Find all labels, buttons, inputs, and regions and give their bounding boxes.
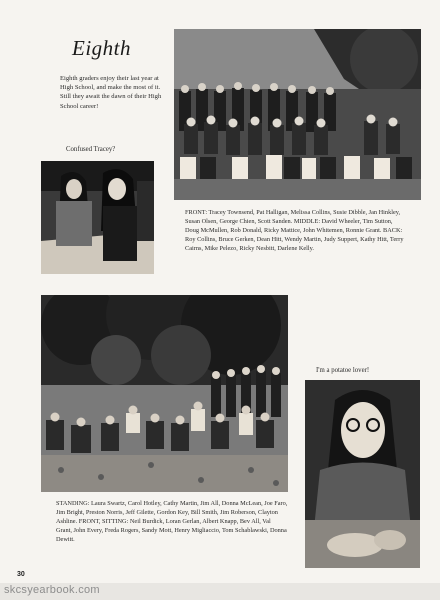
names-top-photo: FRONT: Tracey Townsend, Pat Halligan, Melissa Collins, Susie Dibble, Jan Hinkley, Susan Olsen, George Chien, Scott Sanden. MIDDLE: David Wheeler, Tim Sutton, Doug McMullen, Rob Donald, Ricky Mattice, John Whitemen, Ronnie Grant. BACK: Roy Collins, Bruce Gerken, Dean Hitt, Wendy Martin, Judy Suppert, Kathy Hitt, Terry Cairns, Mike Pelezo, Ricky Nesbitt, Darlene Kelly. xyxy=(185,209,404,253)
group-photo-top xyxy=(174,29,421,200)
page-number: 30 xyxy=(17,571,25,578)
photo-confused-tracey xyxy=(41,161,154,274)
intro-paragraph: Eighth graders enjoy their last year at High School, and make the most of it. Still they await the dawn of their High School career! xyxy=(60,75,162,110)
caption-left: Confused Tracey? xyxy=(66,146,116,153)
page-title: Eighth xyxy=(72,36,131,60)
watermark-text: skcsyearbook.com xyxy=(4,584,100,596)
watermark-bar xyxy=(0,583,440,600)
caption-right: I'm a potatoe lover! xyxy=(316,367,370,374)
photo-potatoe-lover xyxy=(305,380,420,568)
group-photo-bottom xyxy=(41,295,288,492)
names-bottom-photo: STANDING: Laura Swartz, Carol Hotley, Cathy Martin, Jim All, Donna McLean, Joe Faro, Jim Bright, Preston Norris, Jeff Gilette, Gordon Key, Bill Smith, Jim Roberson, Clayton Ashline. FRONT, SITTING: Neil Burdick, Loran Gerlan, Albert Knapp, Bev All, Val Grant, John Every, Freda Rogers, Sandy Mott, Henry Migliaccio, Tom Schablawski, Donna Dewitt. xyxy=(56,500,288,544)
